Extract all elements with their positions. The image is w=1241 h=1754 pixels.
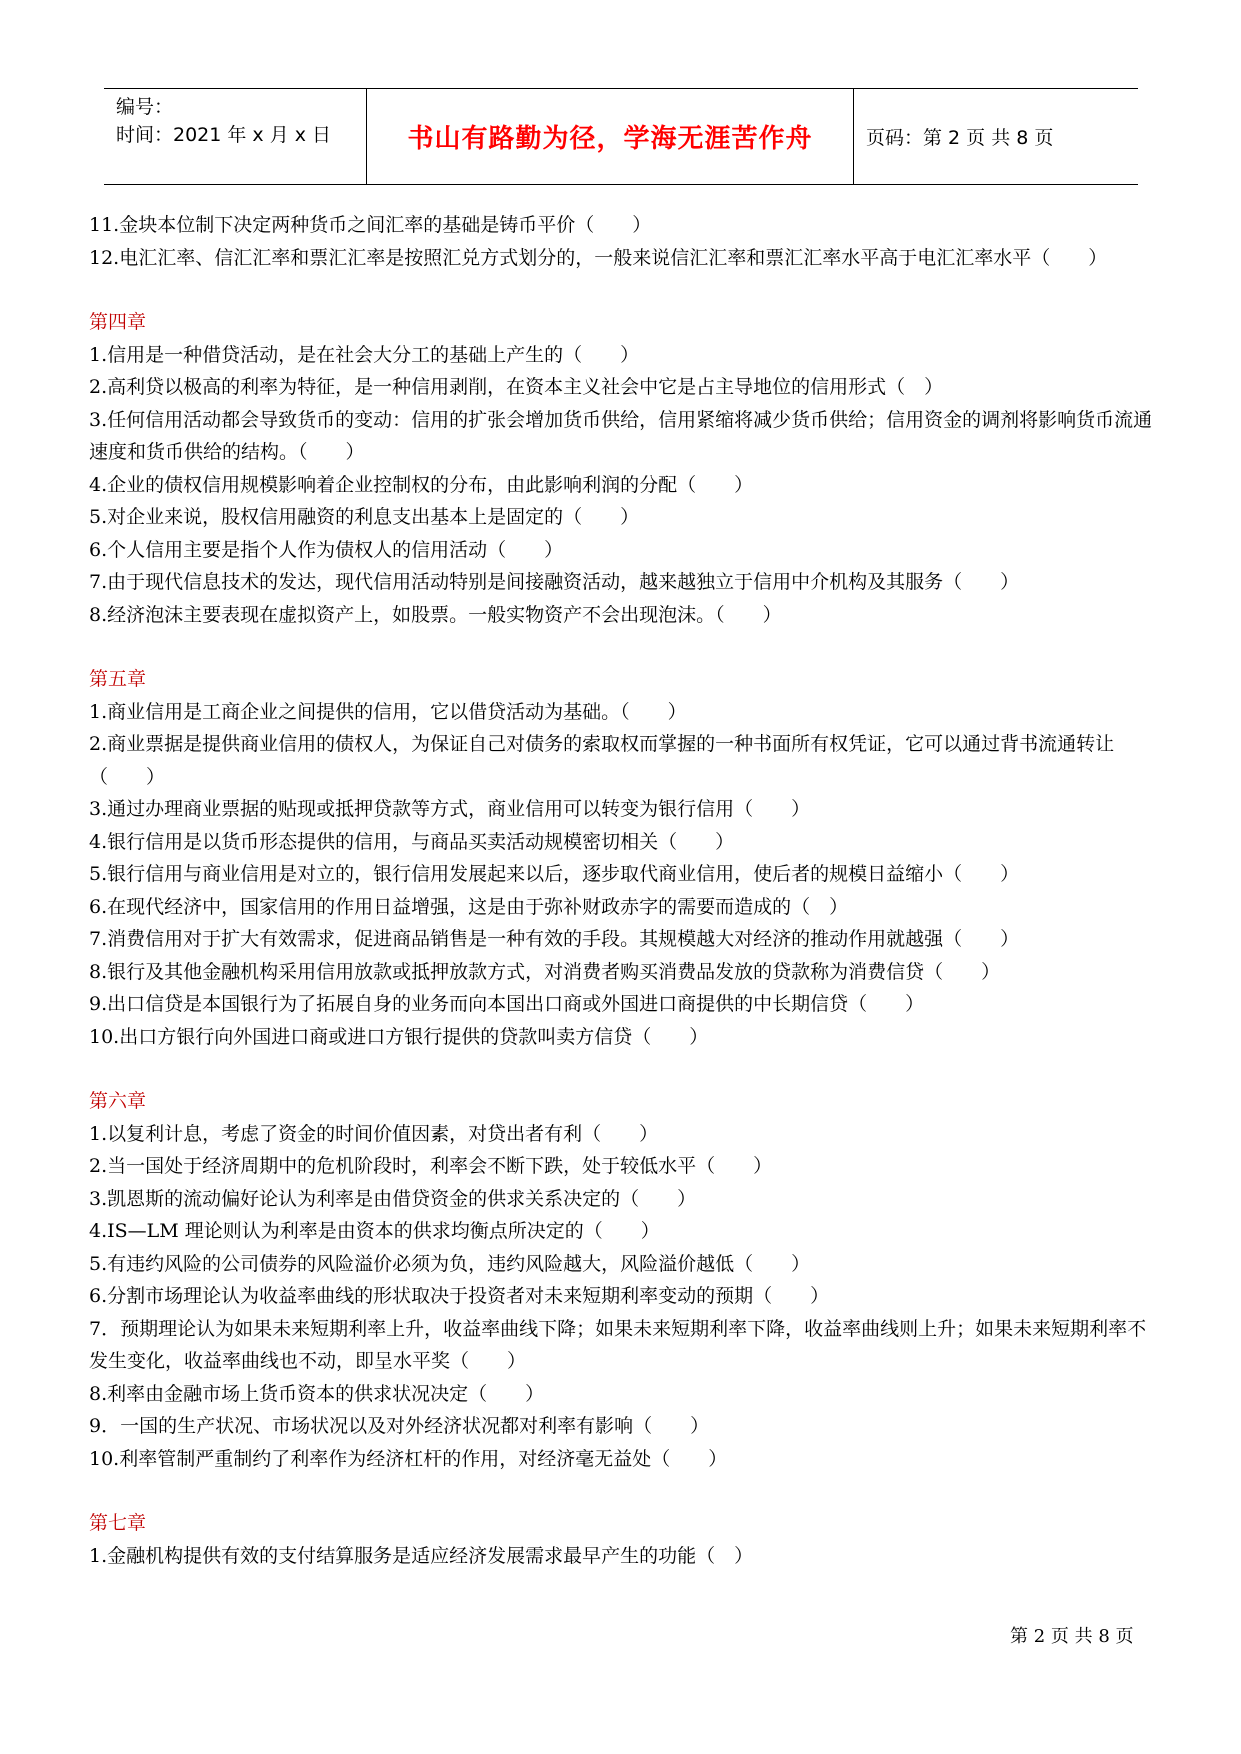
question-item: 1.金融机构提供有效的支付结算服务是适应经济发展需求最早产生的功能（ ） <box>89 1544 754 1567</box>
section-chapter-5 <box>89 663 1155 1053</box>
question-item: 6.在现代经济中，国家信用的作用日益增强，这是由于弥补财政赤字的需要而造成的（ ） <box>89 895 849 918</box>
question-item: 1.商业信用是工商企业之间提供的信用，它以借贷活动为基础。（ ） <box>89 700 687 723</box>
page-footer: 第 2 页 共 8 页 <box>1010 1626 1134 1647</box>
section-chapter-7 <box>89 1507 1155 1572</box>
question-item: 4.企业的债权信用规模影响着企业控制权的分布，由此影响利润的分配（ ） <box>89 473 754 496</box>
question-item: 7.由于现代信息技术的发达，现代信用活动特别是间接融资活动，越来越独立于信用中介机构及其服务（ ） <box>89 571 1020 593</box>
question-item: 7．预期理论认为如果未来短期利率上升，收益率曲线下降；如果未来短期利率下降，收益率曲线则上升；如果未来短期利率不发生变化，收益率曲线也不动，即呈水平奖（ ） <box>89 1317 1147 1372</box>
question-item: 9.出口信贷是本国银行为了拓展自身的业务而向本国出口商或外国进口商提供的中长期信贷（ ） <box>89 993 925 1015</box>
section-title: 第四章 <box>89 311 147 333</box>
question-item: 3.凯恩斯的流动偏好论认为利率是由借贷资金的供求关系决定的（ ） <box>89 1187 697 1210</box>
question-item: 11.金块本位制下决定两种货币之间汇率的基础是铸币平价（ ） <box>89 214 652 236</box>
question-item: 3.通过办理商业票据的贴现或抵押贷款等方式，商业信用可以转变为银行信用（ ） <box>89 798 811 820</box>
header-meta <box>104 89 367 184</box>
question-item: 2.高利贷以极高的利率为特征，是一种信用剥削，在资本主义社会中它是占主导地位的信用形式（ ） <box>89 376 944 398</box>
question-item: 1.以复利计息，考虑了资金的时间价值因素，对贷出者有利（ ） <box>89 1122 659 1145</box>
intro-questions <box>89 209 1155 274</box>
document-number-label: 编号： <box>116 96 174 118</box>
question-item: 8.经济泡沫主要表现在虚拟资产上，如股票。一般实物资产不会出现泡沫。（ ） <box>89 603 782 626</box>
section-title: 第六章 <box>89 1090 147 1112</box>
question-item: 8.银行及其他金融机构采用信用放款或抵押放款方式，对消费者购买消费品发放的贷款称为消费信贷（ ） <box>89 960 1001 983</box>
question-item: 1.信用是一种借贷活动，是在社会大分工的基础上产生的（ ） <box>89 343 640 366</box>
question-item: 2.商业票据是提供商业信用的债权人，为保证自己对债务的索取权而掌握的一种书面所有权凭证，它可以通过背书流通转让（ ） <box>89 733 1115 788</box>
header-motto: 书山有路勤为径，学海无涯苦作舟 <box>367 89 854 184</box>
question-item: 3.任何信用活动都会导致货币的变动：信用的扩张会增加货币供给，信用紧缩将减少货币供给；信用资金的调剂将影响货币流通速度和货币供给的结构。（ ） <box>89 408 1153 463</box>
document-time: 时间：2021 年 x 月 x 日 <box>116 124 332 146</box>
question-item: 6.分割市场理论认为收益率曲线的形状取决于投资者对未来短期利率变动的预期（ ） <box>89 1285 830 1307</box>
document-body <box>89 209 1155 1572</box>
question-item: 8.利率由金融市场上货币资本的供求状况决定（ ） <box>89 1382 545 1405</box>
question-item: 10.出口方银行向外国进口商或进口方银行提供的贷款叫卖方信贷（ ） <box>89 1025 709 1048</box>
section-chapter-6 <box>89 1085 1155 1475</box>
question-item: 12.电汇汇率、信汇汇率和票汇汇率是按照汇兑方式划分的，一般来说信汇汇率和票汇汇率水平高于电汇汇率水平（ ） <box>89 246 1108 269</box>
section-title: 第五章 <box>89 668 147 690</box>
question-item: 10.利率管制严重制约了利率作为经济杠杆的作用，对经济毫无益处（ ） <box>89 1447 728 1470</box>
header-page-info: 页码：第 2 页 共 8 页 <box>866 127 1054 149</box>
section-chapter-4 <box>89 306 1155 631</box>
question-item: 7.消费信用对于扩大有效需求，促进商品销售是一种有效的手段。其规模越大对经济的推动作用就越强（ ） <box>89 928 1020 950</box>
question-item: 9．一国的生产状况、市场状况以及对外经济状况都对利率有影响（ ） <box>89 1415 710 1437</box>
question-item: 5.对企业来说，股权信用融资的利息支出基本上是固定的（ ） <box>89 506 640 528</box>
page-header <box>104 88 1138 185</box>
question-item: 4.银行信用是以货币形态提供的信用，与商品买卖活动规模密切相关（ ） <box>89 830 735 853</box>
question-item: 6.个人信用主要是指个人作为债权人的信用活动（ ） <box>89 538 564 561</box>
question-item: 5.有违约风险的公司债券的风险溢价必须为负，违约风险越大，风险溢价越低（ ） <box>89 1252 811 1275</box>
question-item: 2.当一国处于经济周期中的危机阶段时，利率会不断下跌，处于较低水平（ ） <box>89 1155 773 1177</box>
question-item: 5.银行信用与商业信用是对立的，银行信用发展起来以后，逐步取代商业信用，使后者的规模日益缩小（ ） <box>89 863 1020 885</box>
section-title: 第七章 <box>89 1512 147 1534</box>
question-item: 4.IS—LM 理论则认为利率是由资本的供求均衡点所决定的（ ） <box>89 1220 660 1242</box>
